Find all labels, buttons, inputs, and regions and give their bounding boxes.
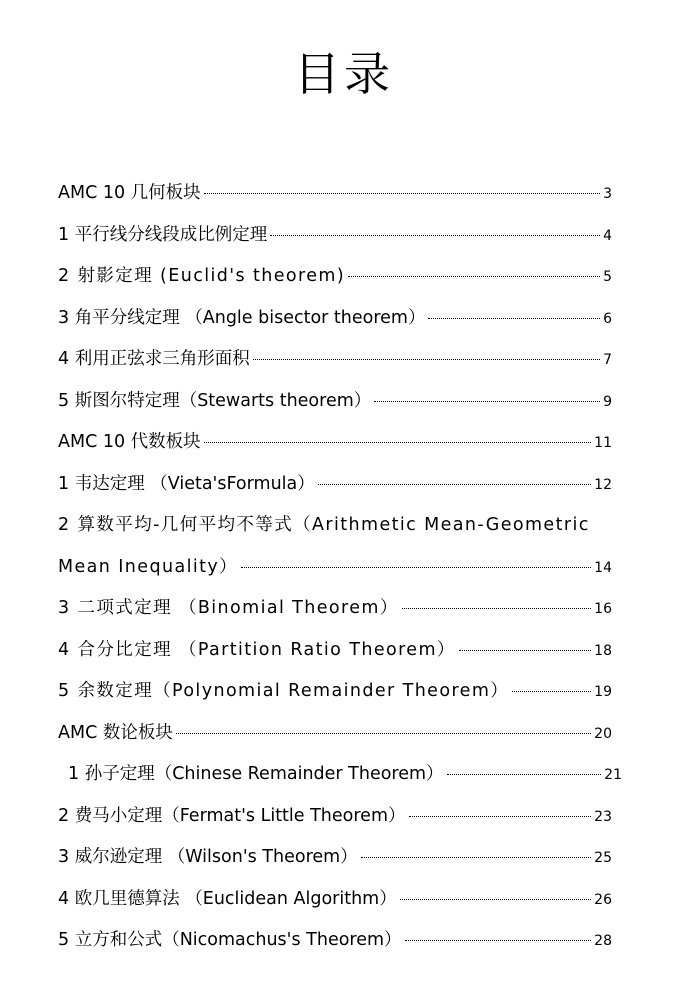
dot-leader (361, 857, 591, 858)
toc-entry-label: 3 二项式定理 （Binomial Theorem） (58, 598, 399, 618)
dot-leader (409, 816, 592, 817)
toc-entry-page: 25 (594, 850, 612, 866)
toc-entry-page: 16 (594, 601, 612, 617)
toc-entry-page: 11 (594, 435, 612, 451)
toc-entry-page: 6 (603, 310, 612, 327)
toc-entry-label: 5 立方和公式（Nicomachus's Theorem） (58, 930, 402, 950)
toc-entry-page: 5 (603, 269, 612, 285)
toc-entry-sine-area[interactable] (58, 340, 612, 382)
toc-entry-angle-bisector-theorem[interactable] (58, 299, 612, 341)
toc-entry-label: Mean Inequality） (58, 556, 239, 577)
toc-entry-label: 4 利用正弦求三角形面积 (58, 349, 250, 369)
toc-entry-label: 1 平行线分线段成比例定理 (58, 224, 268, 245)
toc-entry-label-line1: 2 算数平均-几何平均不等式（Arithmetic Mean-Geometric (58, 515, 590, 535)
toc-entry-stewart-theorem[interactable] (58, 382, 612, 424)
toc-entry-label: 1 韦达定理 （Vieta'sFormula） (58, 473, 315, 494)
toc-entry-number-theory-section[interactable] (58, 714, 612, 756)
toc-entry-label: 2 射影定理 (Euclid's theorem) (58, 266, 346, 286)
dot-leader (459, 650, 591, 651)
toc-entry-page: 28 (594, 933, 612, 949)
dot-leader (400, 899, 591, 900)
toc-entry-am-gm-line2[interactable] (58, 548, 612, 590)
toc-entry-label: 1 孙子定理（Chinese Remainder Theorem） (68, 764, 444, 784)
toc-entry-label: AMC 10 代数板块 (58, 432, 201, 452)
dot-leader (348, 276, 600, 277)
toc-entry-page: 12 (594, 476, 612, 493)
toc-entry-label: 5 斯图尔特定理（Stewarts theorem） (58, 390, 372, 411)
toc-entry-label: 5 余数定理（Polynomial Remainder Theorem） (58, 681, 510, 701)
dot-leader (512, 691, 591, 692)
toc-entry-label: AMC 10 几何板块 (58, 183, 201, 203)
toc-entry-label: AMC 数论板块 (58, 722, 173, 743)
dot-leader (402, 608, 591, 609)
dot-leader (447, 774, 602, 775)
dot-leader (318, 484, 591, 485)
toc-entry-page: 7 (603, 352, 612, 368)
dot-leader (374, 401, 600, 402)
toc-entry-parallel-lines-theorem[interactable] (58, 216, 612, 258)
table-of-contents (58, 174, 622, 963)
toc-entry-geometry-section[interactable] (58, 174, 612, 216)
toc-entry-binomial-theorem[interactable] (58, 589, 612, 631)
dot-leader (204, 193, 600, 194)
toc-entry-am-gm-line1[interactable] (58, 506, 612, 548)
toc-entry-vieta-formula[interactable] (58, 465, 612, 507)
toc-entry-page: 26 (594, 891, 612, 908)
dot-leader (428, 318, 600, 319)
toc-entry-page: 20 (594, 725, 612, 742)
toc-entry-page: 19 (594, 684, 612, 700)
toc-entry-label: 2 费马小定理（Fermat's Little Theorem） (58, 805, 406, 826)
toc-entry-page: 4 (603, 227, 612, 244)
dot-leader (241, 567, 591, 568)
page-title: 目录 (294, 47, 394, 101)
toc-entry-label: 4 合分比定理 （Partition Ratio Theorem） (58, 639, 456, 660)
dot-leader (405, 940, 592, 941)
toc-entry-partition-ratio-theorem[interactable] (58, 631, 612, 673)
toc-entry-algebra-section[interactable] (58, 423, 612, 465)
dot-leader (253, 359, 600, 360)
toc-entry-nicomachus-theorem[interactable] (58, 921, 612, 963)
toc-entry-page: 21 (604, 767, 622, 783)
toc-entry-euclid-theorem[interactable] (58, 257, 612, 299)
toc-entry-page: 9 (603, 393, 612, 410)
dot-leader (204, 442, 591, 443)
toc-entry-label: 3 威尔逊定理 （Wilson's Theorem） (58, 847, 358, 867)
toc-entry-euclidean-algorithm[interactable] (58, 880, 612, 922)
toc-entry-page: 23 (594, 808, 612, 825)
toc-entry-page: 18 (594, 642, 612, 659)
toc-entry-chinese-remainder-theorem[interactable] (58, 755, 622, 797)
dot-leader (176, 733, 591, 734)
toc-entry-label: 4 欧几里德算法 （Euclidean Algorithm） (58, 888, 397, 909)
toc-entry-label: 3 角平分线定理 （Angle bisector theorem） (58, 307, 426, 328)
toc-entry-page: 14 (594, 559, 612, 576)
toc-entry-page: 3 (603, 186, 612, 202)
toc-entry-wilson-theorem[interactable] (58, 838, 612, 880)
toc-entry-fermat-little-theorem[interactable] (58, 797, 612, 839)
dot-leader (270, 235, 600, 236)
toc-entry-remainder-theorem[interactable] (58, 672, 612, 714)
